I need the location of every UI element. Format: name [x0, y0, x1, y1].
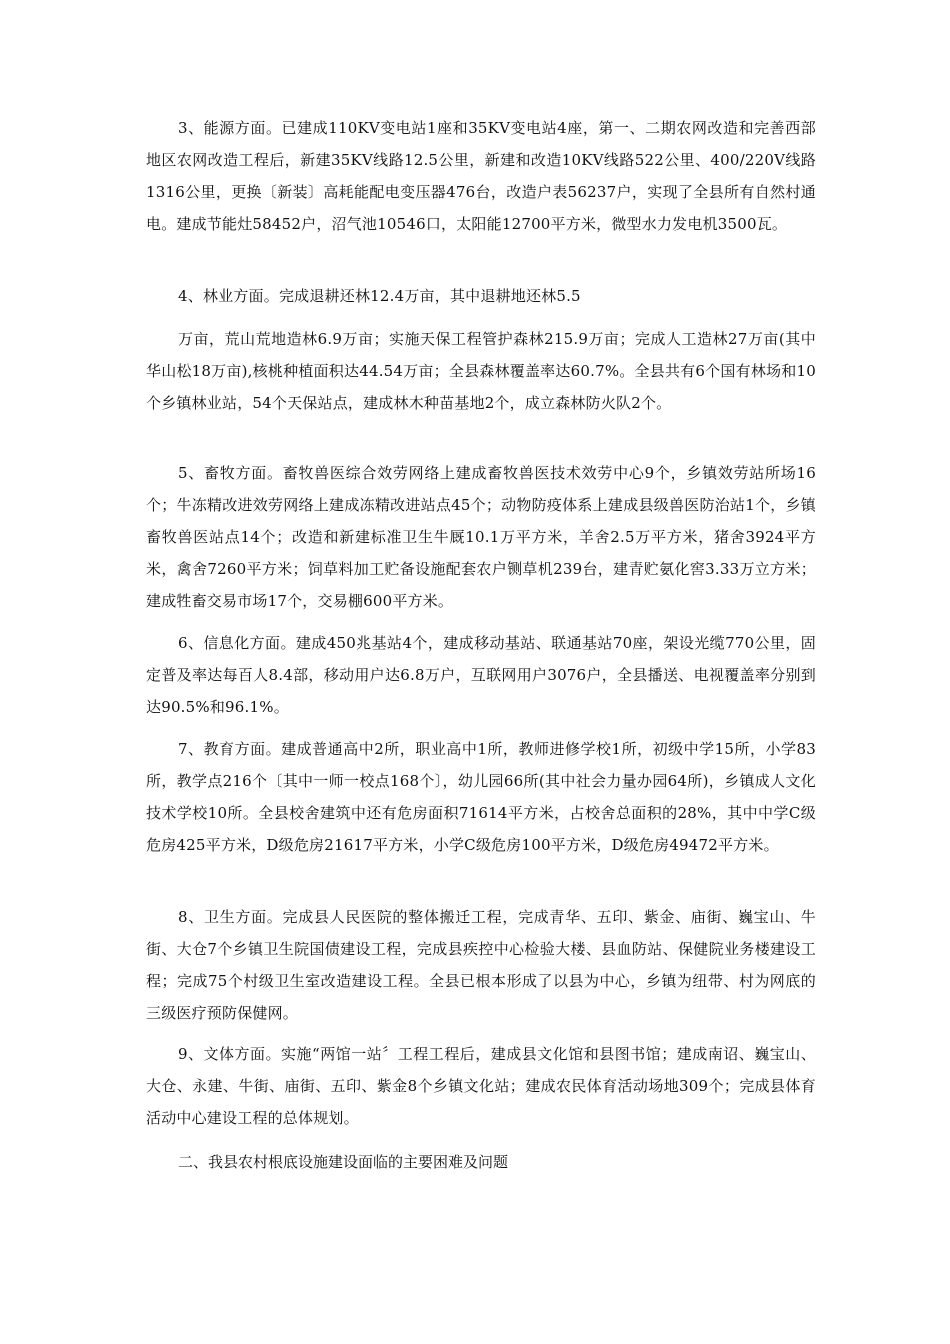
paragraph-forestry-intro: 4、林业方面。完成退耕还林12.4万亩，其中退耕地还林5.5: [178, 287, 581, 305]
paragraph-livestock: 5、畜牧方面。畜牧兽医综合效劳网络上建成畜牧兽医技术效劳中心9个，乡镇效劳站所场16个；牛冻精改进效劳网络上建成冻精改进站点45个；动物防疫体系上建成县级兽医防治站1个，乡镇畜牧兽医站点14个；改造和新建标准卫生牛厩10.1万平方米，羊舍2.5万平方米，猪舍3924平方米，禽舍7260平方米；饲草料加工贮备设施配套农户铡草机239台，建青贮氨化窖3.33万立方米；建成牲畜交易市场17个，交易棚600平方米。: [146, 464, 816, 610]
section-heading-two: 二、我县农村根底设施建设面临的主要困难及问题: [178, 1153, 509, 1171]
paragraph-health: 8、卫生方面。完成县人民医院的整体搬迁工程，完成青华、五印、紫金、庙街、巍宝山、牛街、大仓7个乡镇卫生院国债建设工程，完成县疾控中心检验大楼、县血防站、保健院业务楼建设工程；完成75个村级卫生室改造建设工程。全县已根本形成了以县为中心，乡镇为纽带、村为网底的三级医疗预防保健网。: [146, 908, 816, 1022]
paragraph-energy: 3、能源方面。已建成110KV变电站1座和35KV变电站4座，第一、二期农网改造和完善西部地区农网改造工程后，新建35KV线路12.5公里，新建和改造10KV线路522公里、400/220V线路1316公里，更换〔新装〕高耗能配电变压器476台，改造户表56237户，实现了全县所有自然村通电。建成节能灶58452户，沼气池10546口，太阳能12700平方米，微型水力发电机3500瓦。: [146, 119, 816, 233]
paragraph-culture: 9、文体方面。实施“两馆一站〞工程工程后，建成县文化馆和县图书馆；建成南诏、巍宝山、大仓、永建、牛街、庙街、五印、紫金8个乡镇文化站；建成农民体育活动场地309个；完成县体育活动中心建设工程的总体规划。: [146, 1045, 816, 1127]
paragraph-education: 7、教育方面。建成普通高中2所，职业高中1所，教师进修学校1所，初级中学15所，小学83所，教学点216个〔其中一师一校点168个〕，幼儿园66所(其中社会力量办园64所)，乡镇成人文化技术学校10所。全县校舍建筑中还有危房面积71614平方米，占校舍总面积的28%，其中中学C级危房425平方米，D级危房21617平方米，小学C级危房100平方米，D级危房49472平方米。: [146, 740, 816, 854]
paragraph-forestry-detail: 万亩，荒山荒地造林6.9万亩；实施天保工程管护森林215.9万亩；完成人工造林27万亩(其中华山松18万亩),核桃种植面积达44.54万亩；全县森林覆盖率达60.7%。全县共有6个国有林场和10个乡镇林业站，54个天保站点，建成林木种苗基地2个，成立森林防火队2个。: [146, 330, 816, 412]
paragraph-informatization: 6、信息化方面。建成450兆基站4个，建成移动基站、联通基站70座，架设光缆770公里，固定普及率达每百人8.4部，移动用户达6.8万户，互联网用户3076户，全县播送、电视覆盖率分别到达90.5%和96.1%。: [146, 634, 816, 716]
